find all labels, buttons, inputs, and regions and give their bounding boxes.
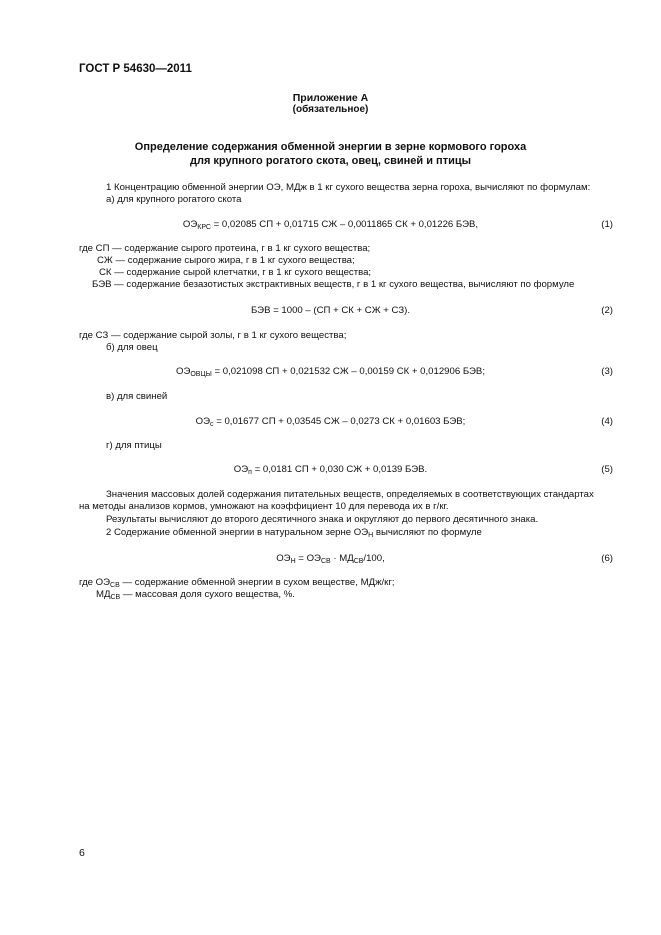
definition-sz: где СЗ — содержание сырой золы, г в 1 кг сухого вещества; — [79, 330, 347, 341]
section-title-line-1: Определение содержания обменной энергии в зерне кормового гороха — [134, 141, 527, 153]
equation-5: $ОЭ_п = 0,0181$ СП + 0,030 СЖ + 0,0139 БЭВ. — [233, 464, 428, 476]
equation-2-number: (2) — [601, 305, 613, 316]
equation-4: $ОЭ_с = 0,01677$ СП + 0,03545 СЖ – 0,0273 СК + 0,01603 БЭВ; — [195, 416, 466, 428]
definition-szh: СЖ — содержание сырого жира, г в 1 кг сухого вещества; — [97, 255, 355, 266]
page-number: 6 — [79, 847, 85, 859]
definition-sp: где СП — содержание сырого протеина, г в 1 кг сухого вещества; — [79, 243, 371, 254]
definition-oe-sv: где $ОЭ_{СВ}$ — содержание обменной энергии в сухом веществе, МДж/кг; — [79, 577, 395, 589]
item-v: в) для свиней — [106, 391, 168, 402]
paragraph-1: 1 Концентрацию обменной энергии ОЭ, МДж в 1 кг сухого вещества зерна гороха, вычисляют по формулам: — [106, 182, 591, 193]
equation-2: БЭВ = 1000 – (СП + СК + СЖ + СЗ). — [250, 305, 411, 316]
equation-3: $ОЭ_{ОВЦЫ} = 0,021098$ СП + 0,021532 СЖ – 0,00159 СК + 0,012906 БЭВ; — [176, 366, 485, 378]
definition-md-sv: $МД_{СВ}$ — массовая доля сухого вещества, %. — [96, 589, 295, 601]
paragraph-4: 2 Содержание обменной энергии в натуральном зерне $ОЭ_Н$ вычисляют по формуле — [106, 527, 482, 539]
equation-3-number: (3) — [601, 366, 613, 377]
appendix-title: Приложение А — [292, 92, 369, 104]
equation-4-number: (4) — [601, 416, 613, 427]
appendix-status: (обязательное) — [292, 104, 369, 115]
equation-6: $ОЭ_Н = ОЭ_{СВ} \cdot МД_{СВ}/100$, — [276, 553, 385, 565]
equation-1-number: (1) — [601, 219, 613, 230]
equation-1: $ОЭ_{КРС} = 0,02085$ СП + 0,01715 СЖ – 0,0011865 СК + 0,01226 БЭВ, — [182, 219, 479, 231]
item-b: б) для овец — [106, 342, 158, 353]
paragraph-2-line-2: на методы анализов кормов, умножают на коэффициент 10 для перевода их в г/кг. — [79, 501, 449, 512]
document-header: ГОСТ Р 54630—2011 — [79, 63, 192, 75]
paragraph-2-line-1: Значения массовых долей содержания питательных веществ, определяемых в соответствующих стандартах — [106, 489, 594, 500]
item-g: г) для птицы — [106, 440, 162, 451]
paragraph-3: Результаты вычисляют до второго десятичного знака и округляют до первого десятичного знака. — [106, 514, 539, 525]
equation-6-number: (6) — [601, 553, 613, 564]
section-title-line-2: для крупного рогатого скота, овец, свиней и птицы — [189, 155, 472, 167]
item-a: а) для крупного рогатого скота — [106, 194, 242, 205]
definition-sk: СК — содержание сырой клетчатки, г в 1 кг сухого вещества; — [99, 267, 372, 278]
definition-bev: БЭВ — содержание безазотистых экстрактивных веществ, г в 1 кг сухого вещества, вычисляют по формуле — [92, 279, 575, 290]
equation-5-number: (5) — [601, 464, 613, 475]
